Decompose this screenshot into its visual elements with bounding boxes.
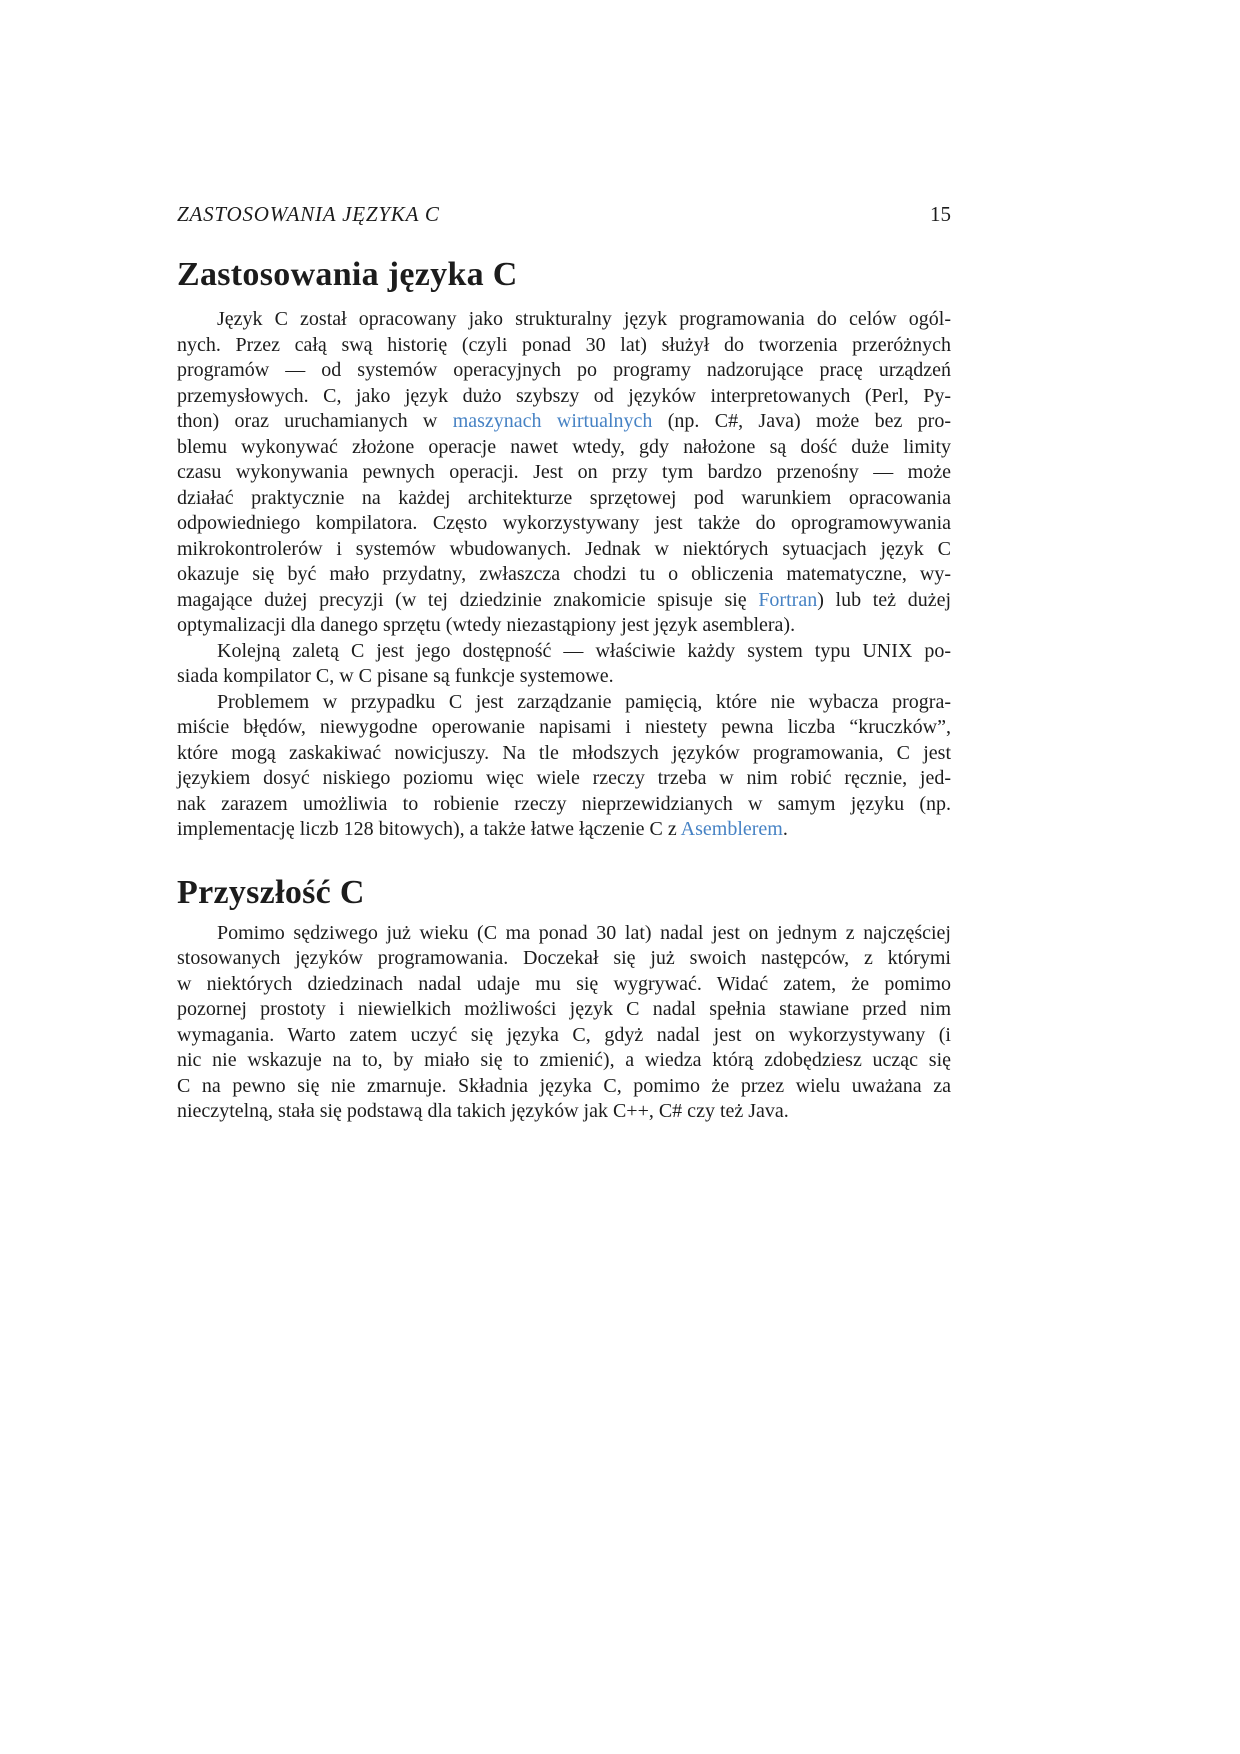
text-segment: blemu wykonywać złożone operacje nawet wtedy, gdy nałożone są dość duże limity [177, 435, 951, 458]
hyperlink[interactable]: Asemblerem [680, 818, 783, 840]
text-segment: które mogą zaskakiwać nowicjuszy. Na tle młodszych języków programowania, C jest [177, 741, 951, 764]
text-segment: . [782, 818, 788, 840]
text-segment: wymagania. Warto zatem uczyć się języka C, gdyż nadal jest on wykorzystywany (i [177, 1023, 951, 1046]
text-segment: programów — od systemów operacyjnych po programy nadzorujące pracę urządzeń [177, 359, 951, 381]
text-line [177, 511, 951, 537]
text-segment: magające dużej precyzji (w tej dziedzinie znakomicie spisuje się [177, 588, 759, 611]
text-segment: (np. C#, Java) może bez pro- [652, 410, 952, 432]
paragraph [177, 307, 951, 639]
text-line [177, 1074, 951, 1100]
text-segment: optymalizacji dla danego sprzętu (wtedy niezastąpiony jest język asemblera). [177, 614, 796, 636]
text-line [177, 639, 951, 665]
text-segment: ) lub też dużej [817, 588, 951, 611]
section-heading: Zastosowania języka C [177, 256, 518, 293]
text-segment: Kolejną zaletą C jest jego dostępność — właściwie każdy system typu UNIX po- [217, 639, 951, 662]
text-line [177, 792, 951, 818]
text-segment: implementację liczb 128 bitowych), a także łatwe łączenie C z [177, 818, 681, 840]
text-line [177, 997, 951, 1023]
text-segment: nak zarazem umożliwia to robienie rzeczy nieprzewidzianych w samym języku (np. [177, 792, 951, 815]
section-przyszlosc [177, 873, 951, 1125]
text-segment: C na pewno się nie zmarnuje. Składnia języka C, pomimo że przez wielu uważana za [177, 1074, 951, 1097]
text-line [177, 741, 951, 767]
text-segment: mikrokontrolerów i systemów wbudowanych. Jednak w niektórych sytuacjach język C [177, 537, 951, 560]
text-segment: przemysłowych. C, jako język dużo szybszy od języków interpretowanych (Perl, Py- [177, 384, 951, 407]
paragraph [177, 639, 951, 690]
text-line [177, 460, 951, 486]
paragraph [177, 921, 951, 1125]
section-heading: Przyszłość C [177, 873, 365, 911]
text-line [177, 972, 951, 998]
text-segment: nic nie wskazuje na to, by miało się to zmienić), a wiedza którą zdobędziesz ucząc się [177, 1049, 951, 1071]
text-line [177, 562, 951, 588]
text-segment: językiem dosyć niskiego poziomu więc wiele rzeczy trzeba w nim robić ręcznie, jed- [177, 767, 951, 789]
text-line [177, 1048, 951, 1074]
text-line [177, 333, 951, 359]
text-line [177, 384, 951, 410]
section-body [177, 307, 951, 843]
running-header [177, 202, 951, 227]
text-segment: odpowiedniego kompilatora. Często wykorzystywany jest także do oprogramowywania [177, 512, 951, 534]
text-segment: okazuje się być mało przydatny, zwłaszcza chodzi tu o obliczenia matematyczne, wy- [177, 563, 951, 585]
text-segment: miście błędów, niewygodne operowanie napisami i niestety pewna liczba “kruczków”, [177, 716, 951, 738]
text-segment: nieczytelną, stała się podstawą dla takich języków jak C++, C# czy też Java. [177, 1100, 789, 1122]
text-line [177, 664, 951, 690]
text-line [177, 946, 951, 972]
page-content [177, 202, 951, 1125]
text-line [177, 537, 951, 563]
text-line [177, 358, 951, 384]
text-segment: Problemem w przypadku C jest zarządzanie pamięcią, które nie wybacza progra- [217, 690, 951, 713]
text-segment: stosowanych języków programowania. Doczekał się już swoich następców, z którymi [177, 947, 951, 969]
page-number: 15 [930, 202, 951, 226]
text-line [177, 817, 951, 843]
text-line [177, 588, 951, 614]
text-line [177, 486, 951, 512]
text-line [177, 1023, 951, 1049]
text-segment: działać praktycznie na każdej architekturze sprzętowej pod warunkiem opracowania [177, 486, 951, 509]
section-body [177, 921, 951, 1125]
text-segment: czasu wykonywania pewnych operacji. Jest on przy tym bardzo przenośny — może [177, 461, 951, 483]
section-zastosowania [177, 255, 951, 843]
text-segment: nych. Przez całą swą historię (czyli ponad 30 lat) służył do tworzenia przeróżnych [177, 333, 951, 356]
running-header-title: ZASTOSOWANIA JĘZYKA C [177, 202, 440, 226]
text-line [177, 921, 951, 947]
text-line [177, 715, 951, 741]
text-segment: Język C został opracowany jako strukturalny język programowania do celów ogól- [217, 308, 951, 330]
text-line [177, 766, 951, 792]
hyperlink[interactable]: Fortran [758, 588, 818, 611]
text-line [177, 690, 951, 716]
text-segment: pozornej prostoty i niewielkich możliwości język C nadal spełnia stawiane przed nim [177, 998, 951, 1020]
text-segment: siada kompilator C, w C pisane są funkcje systemowe. [177, 665, 614, 687]
text-segment: w niektórych dziedzinach nadal udaje mu się wygrywać. Widać zatem, że pomimo [177, 972, 951, 995]
text-line [177, 613, 951, 639]
text-segment: Pomimo sędziwego już wieku (C ma ponad 30 lat) nadal jest on jednym z najczęściej [217, 921, 951, 944]
text-segment: thon) oraz uruchamianych w [177, 410, 453, 432]
text-line [177, 435, 951, 461]
paragraph [177, 690, 951, 843]
hyperlink[interactable]: maszynach wirtualnych [452, 410, 653, 432]
text-line [177, 307, 951, 333]
text-line [177, 409, 951, 435]
text-line [177, 1099, 951, 1125]
